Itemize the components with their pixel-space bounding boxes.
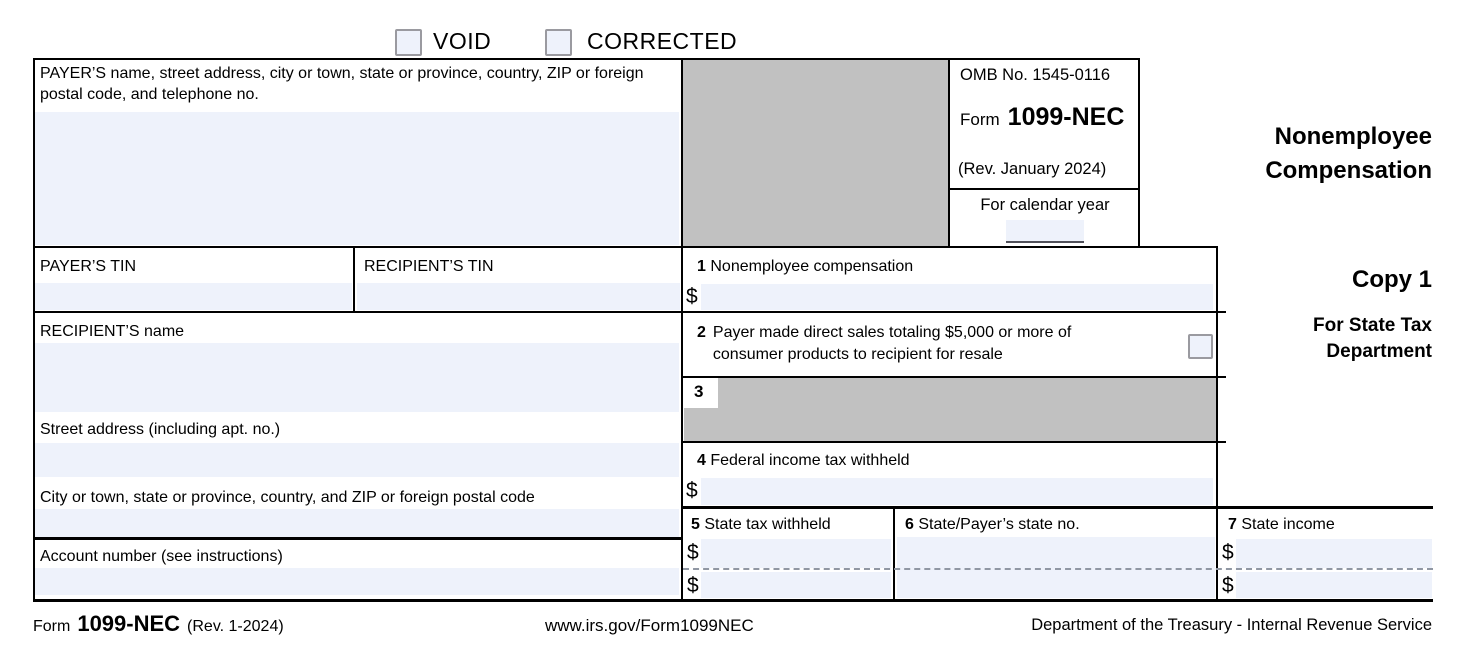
footer-irs-url: www.irs.gov/Form1099NEC [545,616,754,635]
form-title-line1: Nonemployee [1274,123,1432,150]
footer-form-number: 1099-NEC [77,611,181,636]
corrected-checkbox[interactable] [545,29,572,56]
city-input[interactable] [35,509,679,537]
state-rows-dashed-divider [683,568,1433,570]
box5-state-tax-withheld-input-row1[interactable] [701,539,891,568]
copy-for-line2: Department [1326,341,1432,362]
form-title [1265,120,1432,188]
border-line [33,246,1218,248]
account-number-label: Account number (see instructions) [40,548,283,565]
form-revision: (Rev. January 2024) [958,160,1107,178]
street-address-label: Street address (including apt. no.) [40,421,281,438]
direct-sales-checkbox[interactable] [1188,334,1213,359]
box7-state-income-input-row2[interactable] [1236,572,1432,598]
footer-form-word: Form [33,618,71,635]
calendar-year-label: For calendar year [980,196,1110,214]
box5-number: 5 [691,516,700,533]
form-number-block [960,103,1124,132]
box1-label-text: Nonemployee compensation [710,258,914,275]
box7-label [1228,514,1335,535]
border-line [1216,246,1218,602]
omb-number: OMB No. 1545-0116 [960,66,1111,84]
box2-number: 2 [697,324,706,341]
box4-federal-tax-withheld-input[interactable] [701,478,1213,505]
void-label: VOID [433,28,492,54]
footer-form-revision: (Rev. 1-2024) [187,618,284,635]
box4-label-text: Federal income tax withheld [710,452,910,469]
reserved-gray-area-top [683,60,948,246]
box5-dollar-sign-row1: $ [687,541,699,564]
box1-nonemployee-compensation-input[interactable] [701,284,1213,310]
border-line [33,599,1433,602]
payer-name-input[interactable] [35,112,679,245]
box7-state-income-input-row1[interactable] [1236,539,1432,568]
street-address-input[interactable] [35,443,679,477]
payer-tin-input[interactable] [35,283,352,310]
copy-label: Copy 1 [1351,266,1432,293]
form-word: Form [960,110,1000,129]
border-line [33,537,683,540]
box5-label [691,514,831,535]
border-line [948,58,950,248]
border-line [1138,58,1140,248]
payer-name-label: PAYER’S name, street address, city or town, state or province, country, ZIP or foreign postal code, and telephone no. [40,65,644,103]
copy-recipient-label [1313,313,1432,365]
border-line [683,506,1433,509]
box4-label [697,450,910,471]
box7-dollar-sign-row1: $ [1222,541,1234,564]
border-line [683,376,1226,378]
box4-number: 4 [697,452,706,469]
border-line [33,311,1226,313]
border-line [683,441,1226,443]
box2-label-text: Payer made direct sales totaling $5,000 or more of consumer products to recipient for resale [712,324,1072,363]
box6-number: 6 [905,516,914,533]
box5-label-text: State tax withheld [704,516,831,533]
box2-label [697,322,1125,366]
recipient-tin-input[interactable] [357,283,680,310]
box1-dollar-sign: $ [686,285,698,308]
corrected-label: CORRECTED [587,28,738,54]
box4-dollar-sign: $ [686,479,698,502]
footer-form-id [33,611,284,637]
box1-label [697,256,913,277]
form-title-line2: Compensation [1265,157,1432,184]
border-line [33,58,1140,60]
copy-for-line1: For State Tax [1313,315,1432,336]
calendar-year-input[interactable] [1006,220,1084,243]
payer-tin-label: PAYER’S TIN [40,258,137,275]
city-label: City or town, state or province, country, and ZIP or foreign postal code [40,489,535,506]
box7-dollar-sign-row2: $ [1222,574,1234,597]
void-checkbox[interactable] [395,29,422,56]
form-number: 1099-NEC [1007,103,1125,131]
box6-label-text: State/Payer’s state no. [918,516,1080,533]
box7-number: 7 [1228,516,1237,533]
box1-number: 1 [697,258,706,275]
box6-label [905,514,1080,535]
box5-dollar-sign-row2: $ [687,574,699,597]
recipient-tin-label: RECIPIENT’S TIN [364,258,494,275]
border-line [353,246,355,313]
footer-agency: Department of the Treasury - Internal Revenue Service [1031,616,1432,634]
account-number-input[interactable] [35,568,679,595]
recipient-name-label: RECIPIENT’S name [40,323,185,340]
box5-state-tax-withheld-input-row2[interactable] [701,572,891,598]
recipient-name-input[interactable] [35,343,679,412]
border-line [681,58,683,602]
border-line [893,506,895,602]
box3-number: 3 [684,378,718,408]
border-line [948,188,1140,190]
box3-gray-area [684,378,1216,441]
box7-label-text: State income [1241,516,1335,533]
